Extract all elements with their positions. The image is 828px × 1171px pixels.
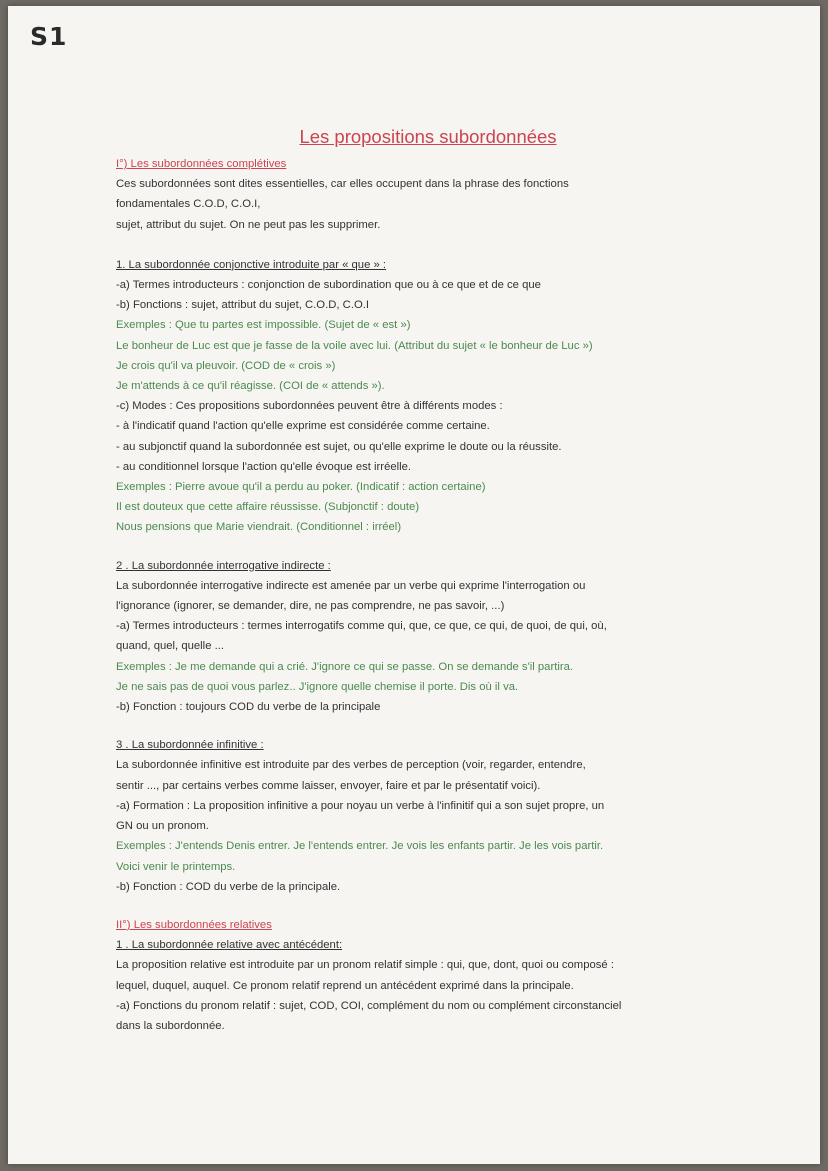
paragraph-line: -a) Termes introducteurs : conjonction de subordination que ou à ce que et de ce que: [116, 279, 541, 292]
paragraph-line: La subordonnée interrogative indirecte est amenée par un verbe qui exprime l'interrogation ou: [116, 579, 586, 592]
example-line: Exemples : Pierre avoue qu'il a perdu au poker. (Indicatif : action certaine): [116, 481, 486, 494]
paragraph-line: Ces subordonnées sont dites essentielles, car elles occupent dans la phrase des fonctions: [116, 178, 569, 191]
paragraph-line: La subordonnée infinitive est introduite par des verbes de perception (voir, regarder, entendre,: [116, 759, 586, 772]
example-line: Exemples : J'entends Denis entrer. Je l'entends entrer. Je vois les enfants partir. Je les vois partir.: [116, 840, 604, 853]
part1-heading: 1. La subordonnée conjonctive introduite par « que » :: [116, 258, 387, 271]
paragraph-line: dans la subordonnée.: [116, 1019, 225, 1032]
section1-heading: I°) Les subordonnées complétives: [116, 158, 287, 170]
document-content: [116, 126, 716, 1036]
document-title: Les propositions subordonnées: [299, 126, 557, 147]
section2-subheading: 1 . La subordonnée relative avec antécédent:: [116, 939, 343, 952]
paragraph-line: sujet, attribut du sujet. On ne peut pas les supprimer.: [116, 218, 381, 231]
corner-label: S1: [30, 22, 68, 51]
paragraph-line: fondamentales C.O.D, C.O.I,: [116, 198, 261, 211]
paragraph-line: -c) Modes : Ces propositions subordonnées peuvent être à différents modes :: [116, 400, 503, 413]
document-page: [8, 6, 820, 1164]
part3-heading: 3 . La subordonnée infinitive :: [116, 739, 264, 752]
example-line: Nous pensions que Marie viendrait. (Conditionnel : irréel): [116, 521, 402, 534]
part2-heading: 2 . La subordonnée interrogative indirecte :: [116, 559, 331, 572]
paragraph-line: -a) Fonctions du pronom relatif : sujet, COD, COI, complément du nom ou complément circonstanciel: [116, 999, 622, 1012]
paragraph-line: l'ignorance (ignorer, se demander, dire, ne pas comprendre, ne pas savoir, ...): [116, 600, 505, 613]
example-line: Je m'attends à ce qu'il réagisse. (COI de « attends »).: [116, 380, 385, 393]
paragraph-line: GN ou un pronom.: [116, 820, 209, 833]
example-line: Le bonheur de Luc est que je fasse de la voile avec lui. (Attribut du sujet « le bonheur de Luc »): [116, 339, 593, 352]
paragraph-line: La proposition relative est introduite par un pronom relatif simple : qui, que, dont, quoi ou composé :: [116, 959, 614, 972]
paragraph-line: - à l'indicatif quand l'action qu'elle exprime est considérée comme certaine.: [116, 420, 490, 433]
example-line: Il est douteux que cette affaire réussisse. (Subjonctif : doute): [116, 501, 420, 514]
section2-heading: II°) Les subordonnées relatives: [116, 918, 272, 931]
paragraph-line: - au conditionnel lorsque l'action qu'elle évoque est irréelle.: [116, 460, 412, 473]
example-line: Voici venir le printemps.: [116, 860, 236, 873]
example-line: Je ne sais pas de quoi vous parlez.. J'ignore quelle chemise il porte. Dis où il va.: [116, 680, 519, 693]
paragraph-line: - au subjonctif quand la subordonnée est sujet, ou qu'elle exprime le doute ou la réussite.: [116, 440, 562, 453]
paragraph-line: -a) Termes introducteurs : termes interrogatifs comme qui, que, ce que, ce qui, de quoi, de qui, où,: [116, 620, 607, 633]
paragraph-line: -b) Fonctions : sujet, attribut du sujet, C.O.D, C.O.I: [116, 299, 370, 312]
paragraph-line: -b) Fonction : toujours COD du verbe de la principale: [116, 701, 381, 714]
example-line: Exemples : Je me demande qui a crié. J'ignore ce qui se passe. On se demande s'il partira.: [116, 660, 574, 673]
example-line: Exemples : Que tu partes est impossible. (Sujet de « est »): [116, 319, 411, 332]
paragraph-line: sentir ..., par certains verbes comme laisser, envoyer, faire et par le présentatif voici).: [116, 779, 541, 792]
paragraph-line: quand, quel, quelle ...: [116, 640, 225, 653]
paragraph-line: -b) Fonction : COD du verbe de la principale.: [116, 880, 341, 893]
paragraph-line: lequel, duquel, auquel. Ce pronom relatif reprend un antécédent exprimé dans la principale.: [116, 979, 574, 992]
example-line: Je crois qu'il va pleuvoir. (COD de « crois »): [116, 359, 336, 372]
paragraph-line: -a) Formation : La proposition infinitive a pour noyau un verbe à l'infinitif qui a son sujet propre, un: [116, 799, 605, 812]
